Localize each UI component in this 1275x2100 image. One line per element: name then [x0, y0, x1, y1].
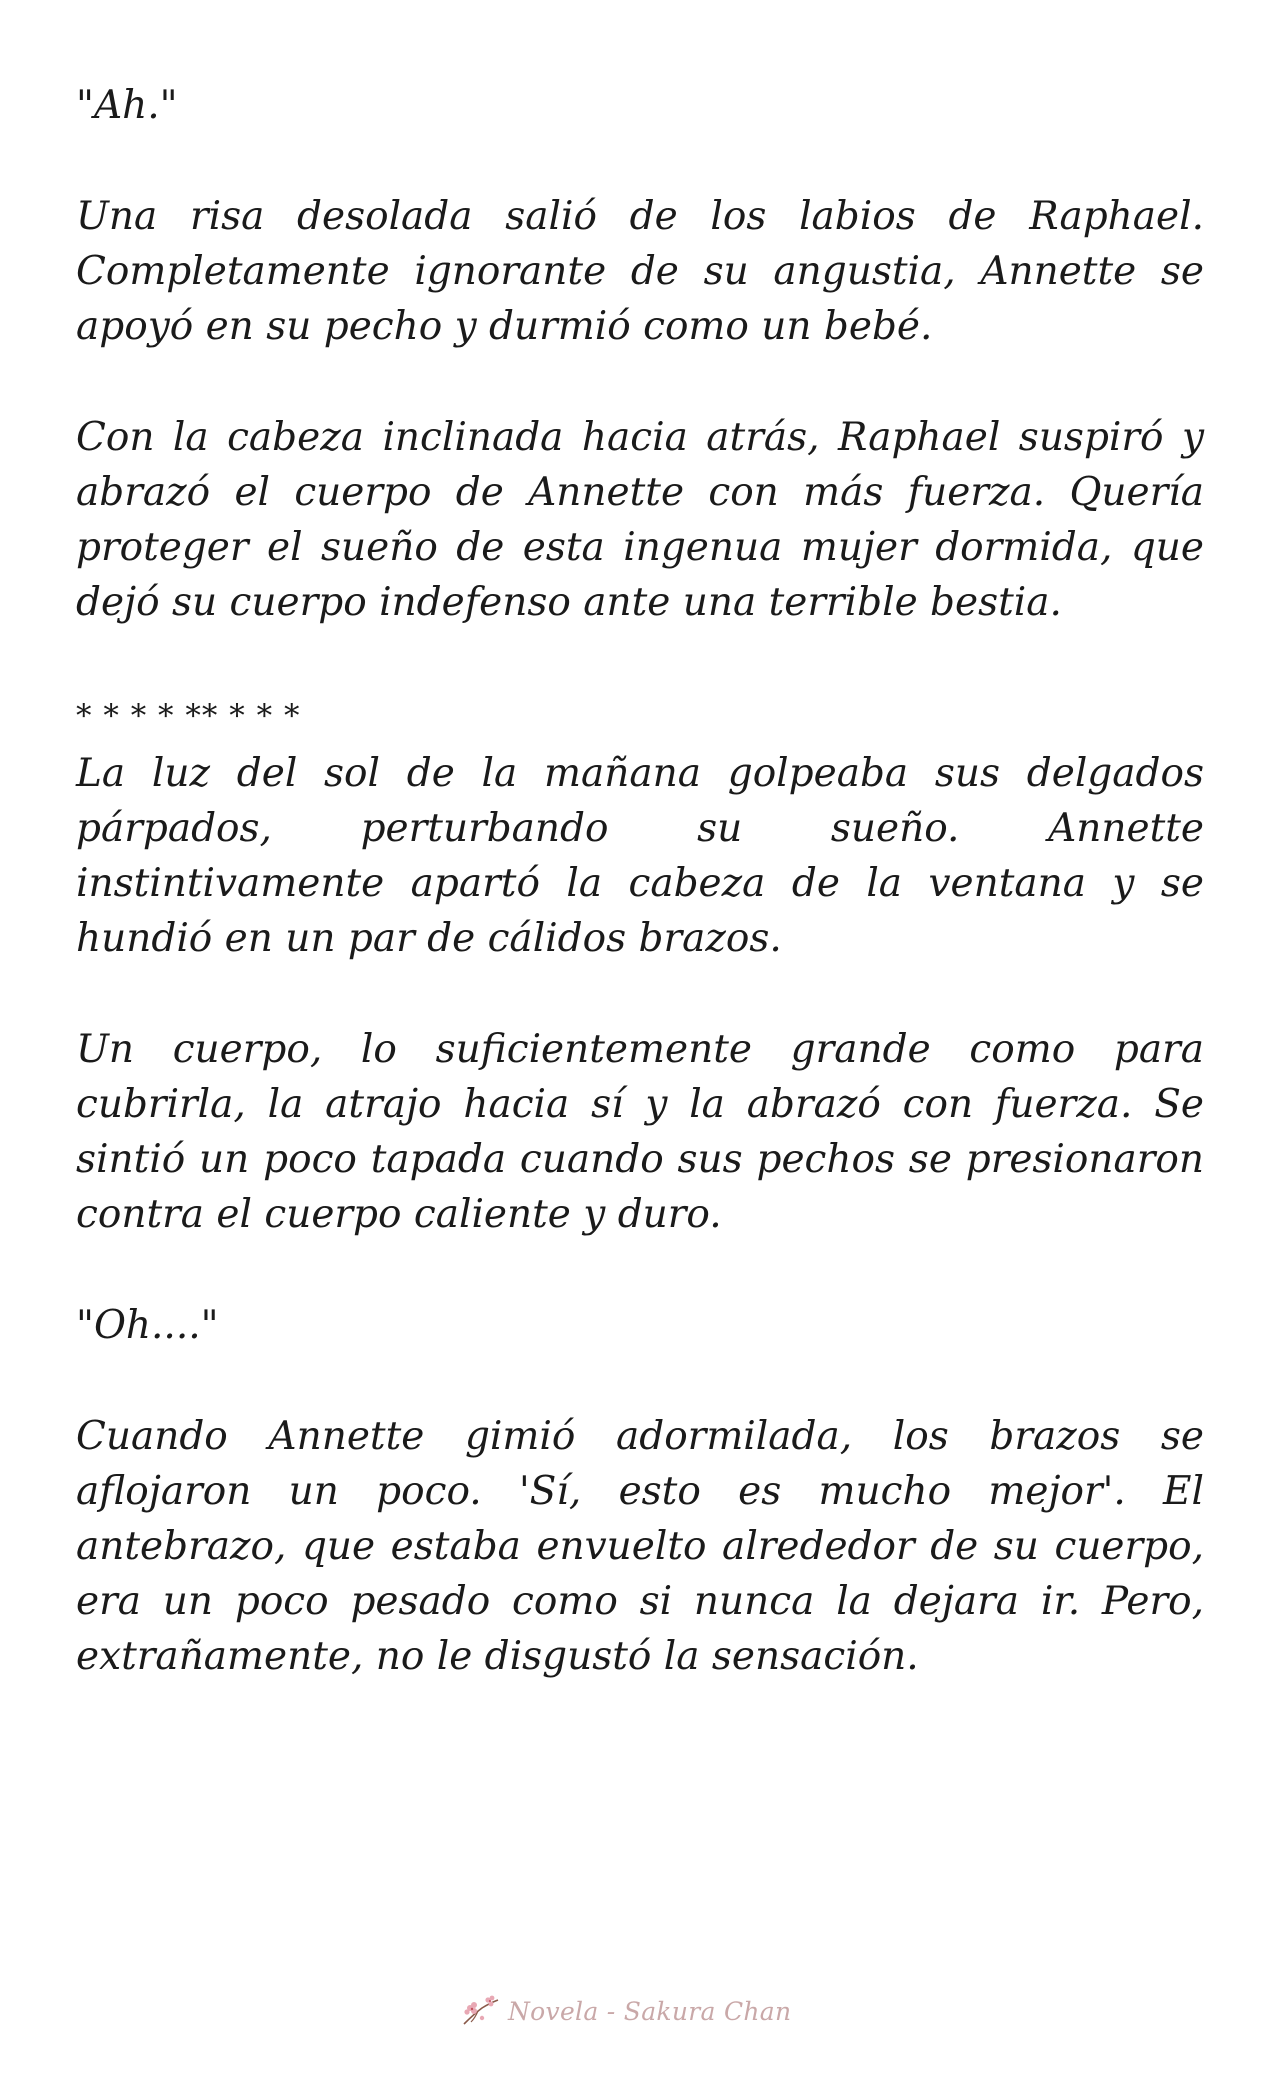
paragraph-2: Con la cabeza inclinada hacia atrás, Raphael suspiró y abrazó el cuerpo de Annette con más fuerza. Quería proteger el sueño de esta ingenua mujer dormida, que dejó su cuerpo indefenso ante una terrible bestia.: [76, 415, 1204, 625]
paragraph-3: La luz del sol de la mañana golpeaba sus delgados párpados, perturbando su sueño. Annette instintivamente apartó la cabeza de la ventana y se hundió en un par de cálidos brazos.: [76, 751, 1204, 961]
watermark-text: Novela - Sakura Chan: [508, 1996, 792, 2026]
paragraph-5: Cuando Annette gimió adormilada, los brazos se aflojaron un poco. 'Sí, esto es mucho mejor'. El antebrazo, que estaba envuelto alrededor de su cuerpo, era un poco pesado como si nunca la dejara ir. Pero, extrañamente, no le disgustó la sensación.: [76, 1414, 1204, 1679]
document-body: [76, 78, 1204, 1740]
paragraph-1: Una risa desolada salió de los labios de Raphael. Completamente ignorante de su angustia, Annette se apoyó en su pecho y durmió como un bebé.: [76, 194, 1204, 349]
watermark: [460, 1986, 840, 2036]
paragraph-4: Un cuerpo, lo suficientemente grande como para cubrirla, la atrajo hacia sí y la abrazó con fuerza. Se sintió un poco tapada cuando sus pechos se presionaron contra el cuerpo caliente y duro.: [76, 1027, 1204, 1237]
sakura-flower-icon: [460, 1994, 502, 2028]
paragraph-dialogue-oh: "Oh....": [76, 1303, 219, 1348]
paragraph-dialogue-ah: "Ah.": [76, 83, 178, 128]
scene-separator: * * * * ** * * *: [76, 698, 301, 734]
